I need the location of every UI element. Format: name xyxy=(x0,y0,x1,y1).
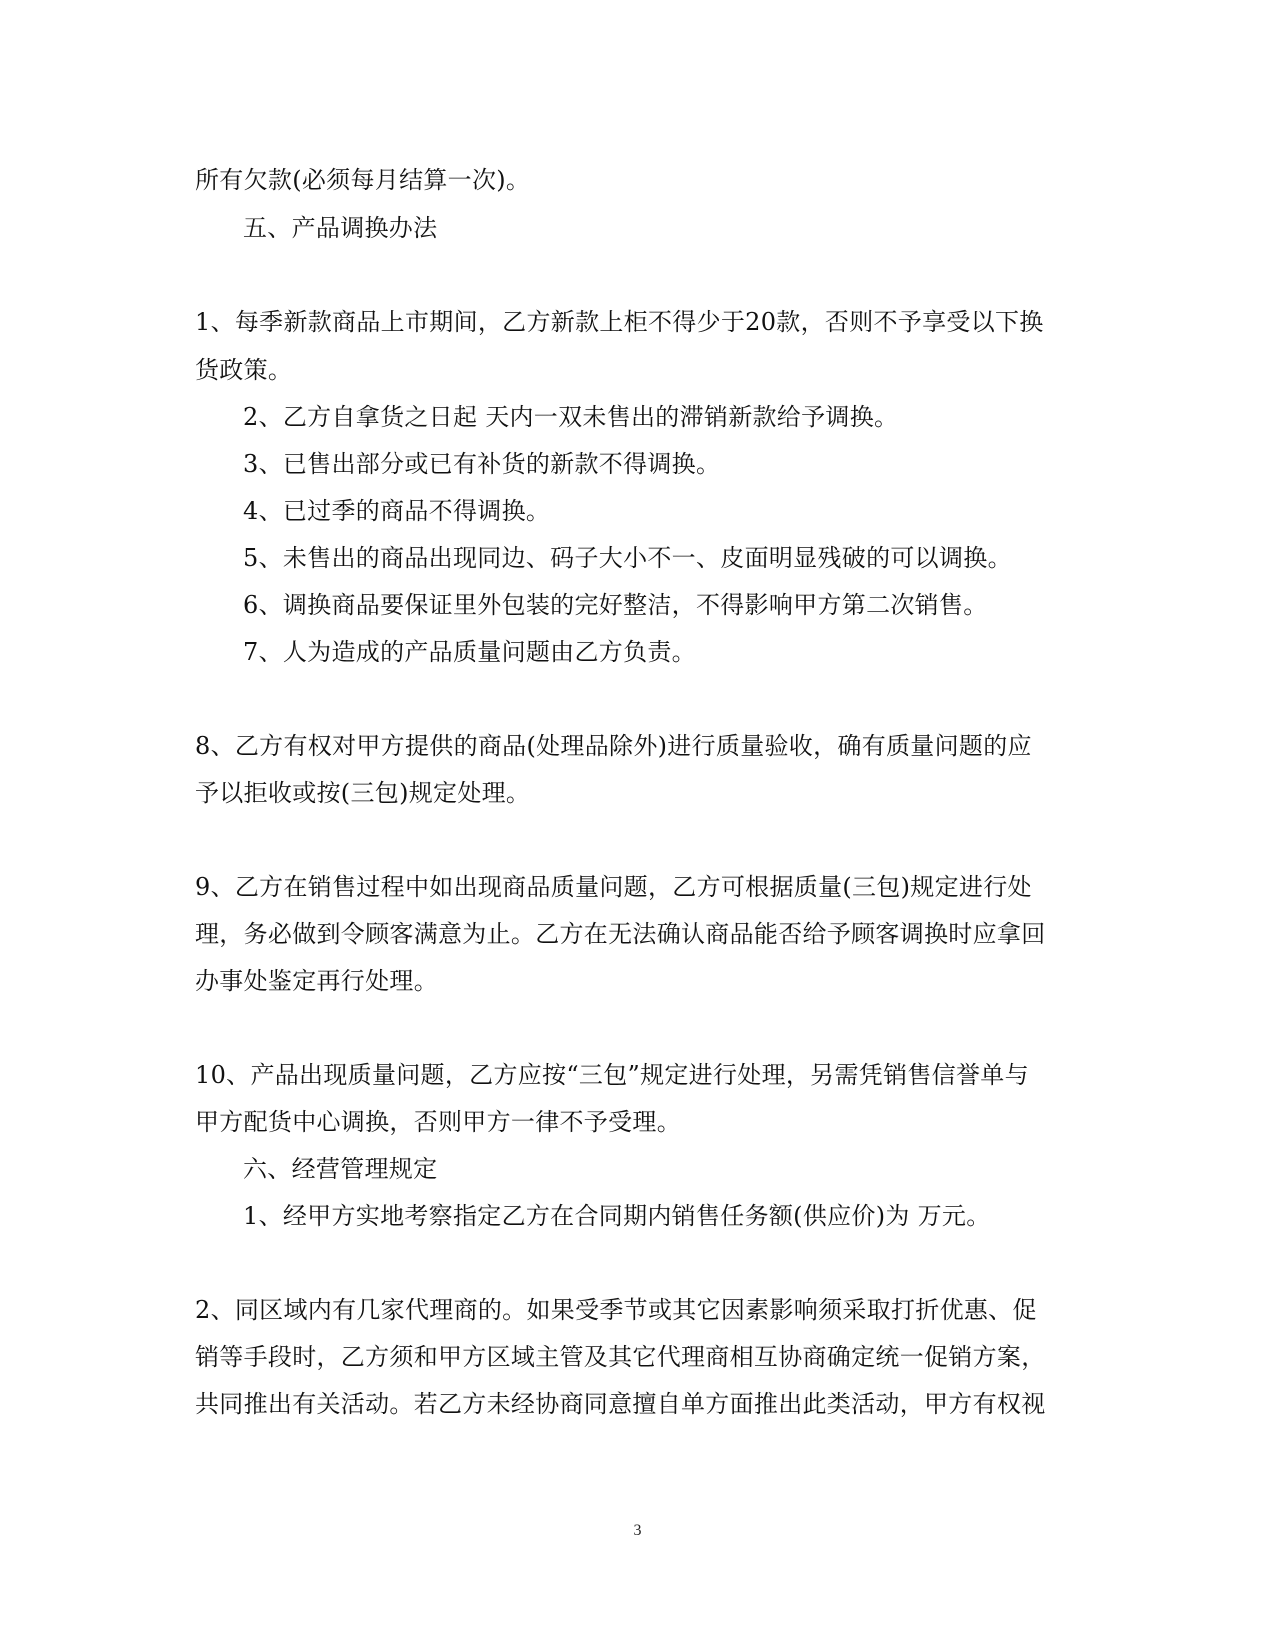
text-line: 甲方配货中心调换，否则甲方一律不予受理。 xyxy=(195,1108,681,1136)
section-heading: 五、产品调换办法 xyxy=(243,214,438,242)
text-line: 办事处鉴定再行处理。 xyxy=(195,967,438,995)
text-line: 2、同区域内有几家代理商的。如果受季节或其它因素影响须采取打折优惠、促 xyxy=(195,1296,1037,1324)
text-line: 1、经甲方实地考察指定乙方在合同期内销售任务额(供应价)为 万元。 xyxy=(243,1202,991,1230)
text-line: 理，务必做到令顾客满意为止。乙方在无法确认商品能否给予顾客调换时应拿回 xyxy=(195,920,1046,948)
text-line: 共同推出有关活动。若乙方未经协商同意擅自单方面推出此类活动，甲方有权视 xyxy=(195,1390,1046,1418)
text-line: 1、每季新款商品上市期间，乙方新款上柜不得少于20款，否则不予享受以下换 xyxy=(195,308,1044,336)
text-line: 8、乙方有权对甲方提供的商品(处理品除外)进行质量验收，确有质量问题的应 xyxy=(195,732,1032,760)
text-line: 5、未售出的商品出现同边、码子大小不一、皮面明显残破的可以调换。 xyxy=(243,544,1012,572)
text-line: 予以拒收或按(三包)规定处理。 xyxy=(195,779,531,807)
section-heading: 六、经营管理规定 xyxy=(243,1155,438,1183)
text-line: 6、调换商品要保证里外包装的完好整洁，不得影响甲方第二次销售。 xyxy=(243,591,988,619)
text-line: 所有欠款(必须每月结算一次)。 xyxy=(195,166,531,194)
text-line: 9、乙方在销售过程中如出现商品质量问题，乙方可根据质量(三包)规定进行处 xyxy=(195,873,1032,901)
text-line: 货政策。 xyxy=(195,356,293,384)
text-line: 2、乙方自拿货之日起 天内一双未售出的滞销新款给予调换。 xyxy=(243,403,899,431)
text-line: 10、产品出现质量问题，乙方应按“三包”规定进行处理，另需凭销售信誉单与 xyxy=(195,1061,1029,1089)
text-line: 7、人为造成的产品质量问题由乙方负责。 xyxy=(243,638,696,666)
page-number: 3 xyxy=(633,1522,642,1539)
text-line: 4、已过季的商品不得调换。 xyxy=(243,497,551,525)
text-line: 销等手段时，乙方须和甲方区域主管及其它代理商相互协商确定统一促销方案， xyxy=(195,1343,1046,1371)
text-line: 3、已售出部分或已有补货的新款不得调换。 xyxy=(243,450,721,478)
